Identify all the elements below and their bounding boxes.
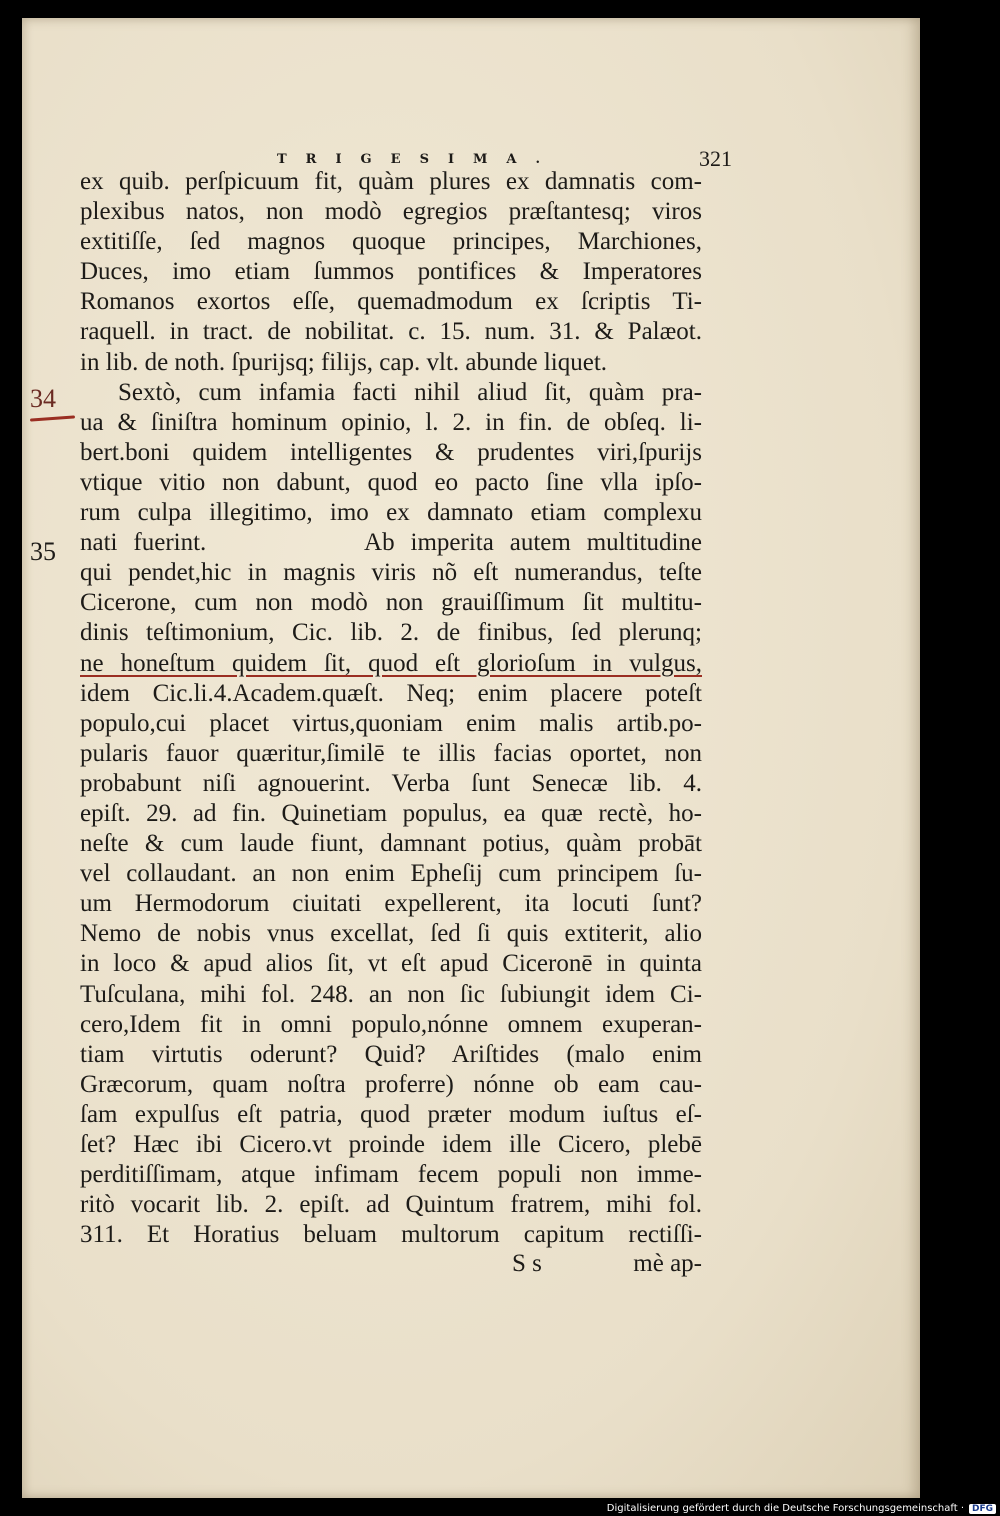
margin-number-34: 34 <box>30 384 56 413</box>
text-line: Græcorum, quam noſtra proferre) nónne ob eam cau- <box>80 1070 702 1098</box>
text-line: ſet? Hæc ibi Cicero.vt proinde idem ille Cicero, plebē <box>80 1131 702 1158</box>
text-line: um Hermodorum ciuitati expellerent, ita locuti ſunt? <box>80 890 702 918</box>
text-line: Cicerone, cum non modò non grauiſſimum ſit multitu- <box>80 589 702 617</box>
text-line: nati fuerint. Ab imperita autem multitudine <box>80 529 702 557</box>
text-line: Nemo de nobis vnus excellat, ſed ſi quis extiterit, alio <box>80 920 702 948</box>
text-line: rum culpa illegitimo, imo ex damnato etiam complexu <box>80 499 702 527</box>
page-number: 321 <box>699 146 732 171</box>
text-line: idem Cic.li.4.Academ.quæſt. Neq; enim placere poteſt <box>80 679 702 707</box>
text-line: ſam expulſus eſt patria, quod præter modum iuſtus eſ- <box>80 1100 702 1128</box>
text-line: vel collaudant. an non enim Epheſij cum principem ſu- <box>80 860 702 888</box>
text-line: Tuſculana, mihi fol. 248. an non ſic ſubiungit idem Ci- <box>80 980 702 1008</box>
text-line: tiam virtutis oderunt? Quid? Ariſtides (malo enim <box>80 1040 702 1068</box>
catchword: mè ap- <box>633 1250 702 1277</box>
text-line: qui pendet,hic in magnis viris nõ eſt numerandus, teſte <box>80 559 702 587</box>
text-line: 311. Et Horatius beluam multorum capitum rectiſſi- <box>80 1221 702 1249</box>
text-line: populo,cui placet virtus,quoniam enim malis artib.po- <box>80 709 702 737</box>
text-line: ua & ſiniſtra hominum opinio, l. 2. in fin. de obſeq. li- <box>80 408 702 436</box>
text-line: Duces, imo etiam ſummos pontifices & Imperatores <box>80 258 702 286</box>
underlined-line: ne honeſtum quidem ſit, quod eſt glorioſum in vulgus, <box>80 649 702 677</box>
text-line: ex quib. perſpicuum fit, quàm plures ex damnatis com- <box>80 168 702 195</box>
text-line: cero,Idem fit in omni populo,nónne omnem exuperan- <box>80 1010 702 1038</box>
text-line: neſte & cum laude fiunt, damnant potius, quàm probāt <box>80 830 702 858</box>
running-title: TRIGESIMA. <box>277 152 560 167</box>
text-line: Romanos exortos eſſe, quemadmodum ex ſcriptis Ti- <box>80 288 702 316</box>
credit-bar <box>0 1500 1000 1516</box>
margin-number-35: 35 <box>30 537 56 566</box>
body-text <box>80 167 702 1250</box>
text-line: bert.boni quidem intelligentes & prudentes viri,ſpurijs <box>80 438 702 466</box>
text-line: in lib. de noth. ſpurijsq; filijs, cap. vlt. abunde liquet. <box>80 348 608 376</box>
text-line: plexibus natos, non modò egregios præſtantesq; viros <box>80 198 702 226</box>
text-line: ritò vocarit lib. 2. epiſt. ad Quintum fratrem, mihi fol. <box>80 1191 702 1219</box>
text-line: perditiſſimam, atque infimam fecem populi non imme- <box>80 1161 702 1189</box>
text-line: in loco & apud alios ſit, vt eſt apud Ciceronē in quinta <box>80 950 702 978</box>
text-line: probabunt niſi agnouerint. Verba ſunt Senecæ lib. 4. <box>80 769 702 797</box>
text-line: epiſt. 29. ad fin. Quinetiam populus, ea quæ rectè, ho- <box>80 799 702 827</box>
digitization-credit: Digitalisierung gefördert durch die Deutsche Forschungsgemeinschaft · <box>606 1503 964 1514</box>
text-line: raquell. in tract. de nobilitat. c. 15. num. 31. & Palæot. <box>80 318 702 346</box>
text-line: vtique vitio non dabunt, quod eo pacto ſine vlla ipſo- <box>80 468 702 496</box>
text-line: extitiſſe, ſed magnos quoque principes, Marchiones, <box>80 228 702 256</box>
signature-mark: S s <box>512 1250 542 1277</box>
text-line: Sextò, cum infamia facti nihil aliud ſit, quàm pra- <box>118 378 702 406</box>
catchline <box>80 1250 702 1282</box>
text-line: pularis fauor quæritur,ſimilē te illis facias oportet, non <box>80 739 702 767</box>
dfg-logo: DFG <box>969 1504 996 1514</box>
text-line: dinis teſtimonium, Cic. lib. 2. de finibus, ſed plerunq; <box>80 619 702 647</box>
